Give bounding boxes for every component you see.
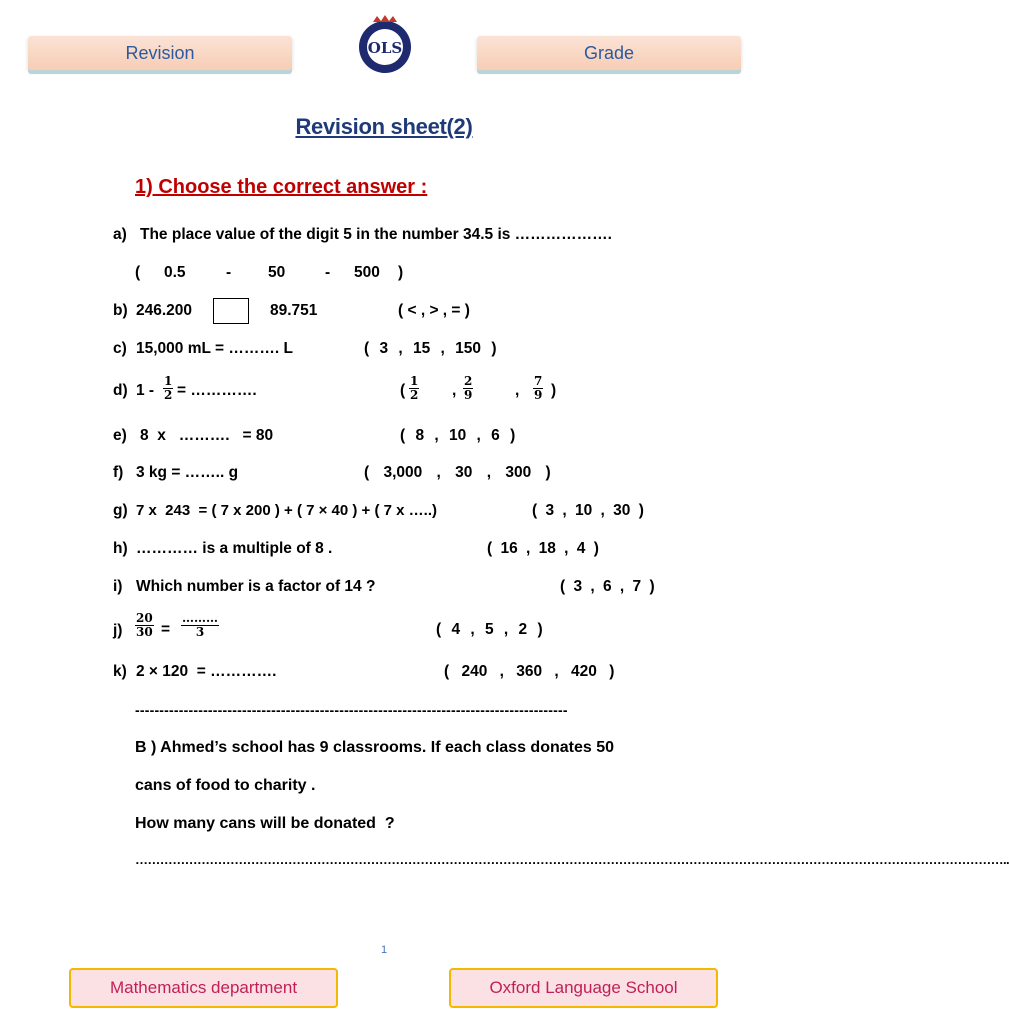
choice-fraction: $\frac{1}{2}$: [410, 374, 419, 402]
choice-separator: ,: [515, 382, 520, 399]
question-text: 8 x ………. = 80: [140, 427, 274, 444]
equals-sign: =: [161, 621, 171, 638]
logo-crown-icon: [373, 15, 397, 22]
school-logo: [355, 14, 415, 76]
question-label: h): [113, 540, 128, 557]
answer-line[interactable]: …………………………………………………………………………………………………………………………………………………………………………………………..: [135, 852, 1009, 867]
page-title: Revision sheet(2): [295, 114, 473, 139]
question-label: i): [113, 578, 123, 595]
question-label: d): [113, 382, 128, 399]
question-choices: ( 3 , 15 , 150 ): [364, 340, 497, 357]
question-label: a): [113, 226, 127, 243]
question-label: e): [113, 427, 127, 444]
word-problem-question: How many cans will be donated ?: [135, 815, 395, 832]
question-choices: ( 3 , 6 , 7 ): [560, 578, 655, 595]
question-choices: ( 8 , 10 , 6 ): [400, 427, 516, 444]
header-revision-box: Revision: [28, 36, 292, 70]
question-choices: ( 240 , 360 , 420 ): [444, 663, 615, 680]
choice-fraction: $\frac{7}{9}$: [534, 374, 543, 402]
question-text: 3 kg = …….. g: [136, 464, 239, 481]
header-grade-box: Grade: [477, 36, 741, 70]
question-text: Which number is a factor of 14 ?: [136, 578, 376, 595]
compare-left-number: 246.200: [136, 302, 193, 319]
choice: 0.5: [164, 264, 186, 281]
question-label: g): [113, 502, 128, 519]
word-problem-line-1: B ) Ahmed’s school has 9 classrooms. If each class donates 50: [135, 739, 614, 756]
section-divider: -----------------------------------------------------------------------------------------: [135, 702, 568, 718]
choice-separator: ,: [452, 382, 457, 399]
question-label: b): [113, 302, 128, 319]
question-text: The place value of the digit 5 in the number 34.5 is ……………….: [140, 226, 612, 243]
choices-close: ): [551, 382, 557, 399]
section-title: 1) Choose the correct answer :: [135, 176, 428, 198]
question-text: 2 × 120 = ………….: [136, 663, 277, 680]
fraction: $\frac{1}{2}$: [164, 374, 173, 402]
compare-right-number: 89.751: [270, 302, 318, 319]
question-text: 15,000 mL = ………. L: [136, 340, 293, 357]
choices-close: ): [398, 264, 404, 281]
answer-box[interactable]: [213, 298, 249, 324]
word-problem-line-2: cans of food to charity .: [135, 777, 316, 794]
footer-department-box: Mathematics department: [69, 968, 338, 1008]
question-choices: ( 16 , 18 , 4 ): [487, 540, 599, 557]
choice-separator: -: [226, 264, 232, 281]
choices-open: (: [400, 382, 406, 399]
question-text: 1 -: [136, 382, 155, 399]
question-label: f): [113, 464, 124, 481]
choice: 50: [268, 264, 286, 281]
question-text: 7 x 243 = ( 7 x 200 ) + ( 7 × 40 ) + ( 7 x …..): [136, 502, 437, 519]
choice: 500: [354, 264, 380, 281]
fraction: $\frac{20}{30}$: [136, 611, 153, 639]
question-label: c): [113, 340, 127, 357]
choice-separator: -: [325, 264, 331, 281]
question-text: = ………….: [177, 382, 257, 399]
logo-text: OLS: [367, 39, 403, 57]
question-choices: ( 3,000 , 30 , 300 ): [364, 464, 551, 481]
question-choices: ( 4 , 5 , 2 ): [436, 621, 543, 638]
fraction-blank: ……… 3: [182, 611, 218, 639]
question-label: k): [113, 663, 127, 680]
choice-fraction: $\frac{2}{9}$: [464, 374, 473, 402]
question-text: ………… is a multiple of 8 .: [136, 540, 333, 557]
footer-school-box: Oxford Language School: [449, 968, 718, 1008]
page-number: 1: [380, 944, 388, 956]
question-label: j): [113, 622, 123, 639]
choices-open: (: [135, 264, 141, 281]
question-choices: ( 3 , 10 , 30 ): [532, 502, 644, 519]
question-choices: ( < , > , = ): [398, 302, 470, 319]
